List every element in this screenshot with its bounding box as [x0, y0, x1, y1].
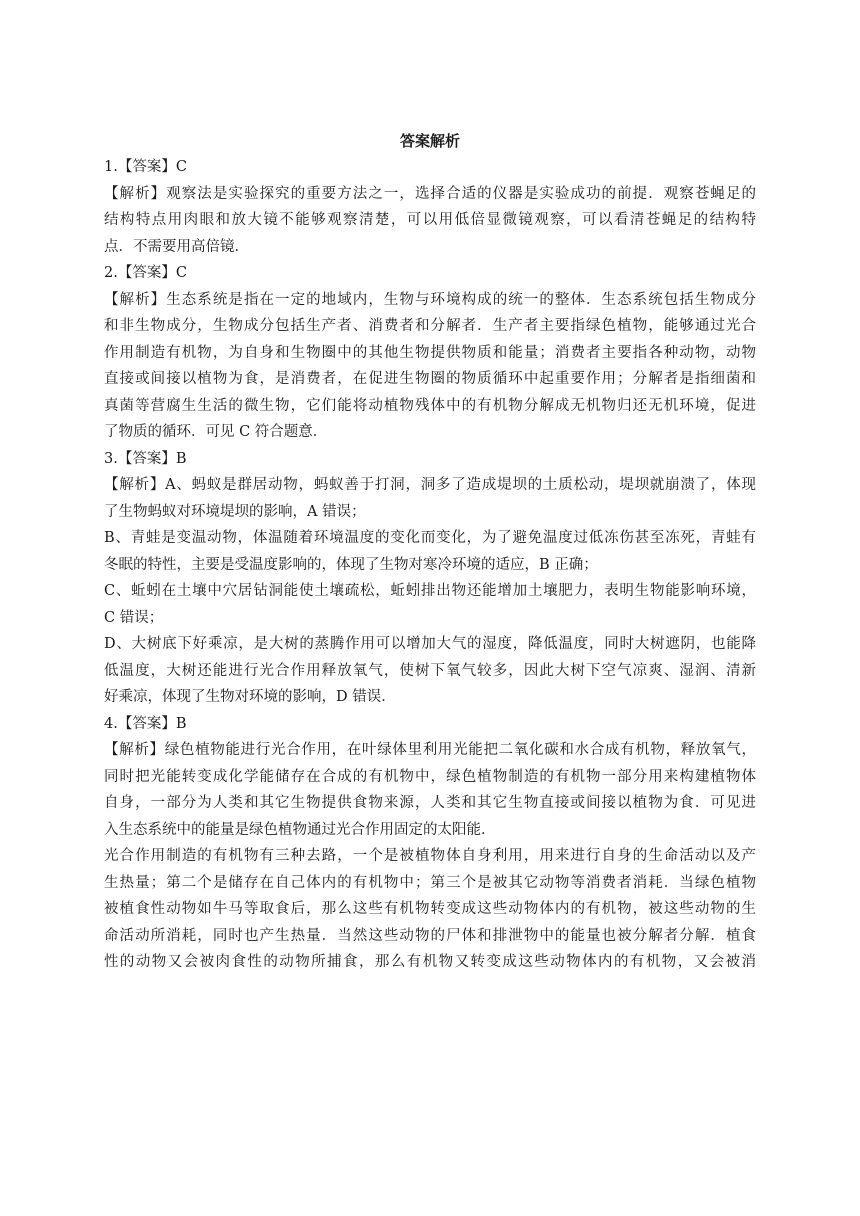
text-line: 自身，一部分为人类和其它生物提供食物来源，人类和其它生物直接或间接以植物为食．可见进: [104, 795, 756, 811]
text-line: 入生态系统中的能量是绿色植物通过光合作用固定的太阳能．: [104, 821, 496, 838]
text-line: 性的动物又会被肉食性的动物所捕食，那么有机物又转变成这些动物体内的有机物，又会被消: [104, 954, 756, 970]
text-line: 1.【答案】C: [104, 159, 187, 175]
text-line: 冬眠的特性，主要是受温度影响的，体现了生物对寒冷环境的适应，B 正确；: [104, 556, 598, 573]
text-line: 2.【答案】C: [104, 265, 187, 281]
text-line: 直接或间接以植物为食，是消费者，在促进生物圈的物质循环中起重要作用；分解者是指细菌和: [104, 371, 756, 387]
text-line: 作用制造有机物，为自身和生物圈中的其他生物提供物质和能量；消费者主要指各种动物，动物: [104, 344, 756, 361]
text-line: C 错误；: [104, 609, 164, 626]
answer-text-body: [104, 154, 756, 976]
text-line: 被植食性动物如牛马等取食后，那么这些有机物转变成这些动物体内的有机物，被这些动物的生: [104, 901, 756, 917]
page-content: [104, 128, 756, 976]
text-line: B、青蛙是变温动物，体温随着环境温度的变化而变化，为了避免温度过低冻伤甚至冻死，青蛙有: [104, 530, 756, 546]
text-line: D、大树底下好乘凉，是大树的蒸腾作用可以增加大气的湿度，降低温度，同时大树遮阴，也能降: [104, 636, 756, 652]
text-line: 【解析】A、蚂蚁是群居动物，蚂蚁善于打洞，洞多了造成堤坝的土质松动，堤坝就崩溃了，体现: [104, 477, 756, 493]
text-line: 4.【答案】B: [104, 715, 187, 732]
text-line: 【解析】观察法是实验探究的重要方法之一，选择合适的仪器是实验成功的前提．观察苍蝇足的: [104, 185, 756, 202]
text-line: 好乘凉，体现了生物对环境的影响，D 错误．: [104, 689, 396, 705]
text-line: 点．不需要用高倍镜．: [104, 238, 249, 255]
text-line: 真菌等营腐生生活的微生物，它们能将动植物残体中的有机物分解成无机物归还无机环境，促进: [104, 397, 756, 414]
text-line: 和非生物成分，生物成分包括生产者、消费者和分解者．生产者主要指绿色植物，能够通过光合: [104, 318, 756, 334]
text-line: 命活动所消耗，同时也产生热量．当然这些动物的尸体和排泄物中的能量也被分解者分解．植食: [104, 927, 756, 944]
text-line: 了物质的循环．可见 C 符合题意．: [104, 424, 328, 440]
text-line: 光合作用制造的有机物有三种去路，一个是被植物体自身利用，用来进行自身的生命活动以及产: [104, 848, 756, 864]
text-line: 低温度，大树还能进行光合作用释放氧气，使树下氧气较多，因此大树下空气凉爽、湿润、清新: [104, 662, 756, 679]
text-line: 生热量；第二个是储存在自己体内的有机物中；第三个是被其它动物等消费者消耗．当绿色植物: [104, 874, 756, 891]
text-line: 结构特点用肉眼和放大镜不能够观察清楚，可以用低倍显微镜观察，可以看清苍蝇足的结构特: [104, 212, 756, 228]
text-line: 同时把光能转变成化学能储存在合成的有机物中，绿色植物制造的有机物一部分用来构建植物体: [104, 768, 756, 785]
text-line: 了生物蚂蚁对环境堤坝的影响，A 错误；: [104, 503, 366, 520]
page-title: 答案解析: [399, 132, 460, 150]
text-line: 【解析】生态系统是指在一定的地域内，生物与环境构成的统一的整体．生态系统包括生物成分: [104, 291, 756, 308]
text-line: 【解析】绿色植物能进行光合作用，在叶绿体里利用光能把二氧化碳和水合成有机物，释放氧气，: [104, 742, 756, 758]
text-line: C、蚯蚓在土壤中穴居钻洞能使土壤疏松，蚯蚓排出物还能增加土壤肥力，表明生物能影响环境，: [104, 583, 756, 599]
text-line: 3.【答案】B: [104, 450, 187, 467]
